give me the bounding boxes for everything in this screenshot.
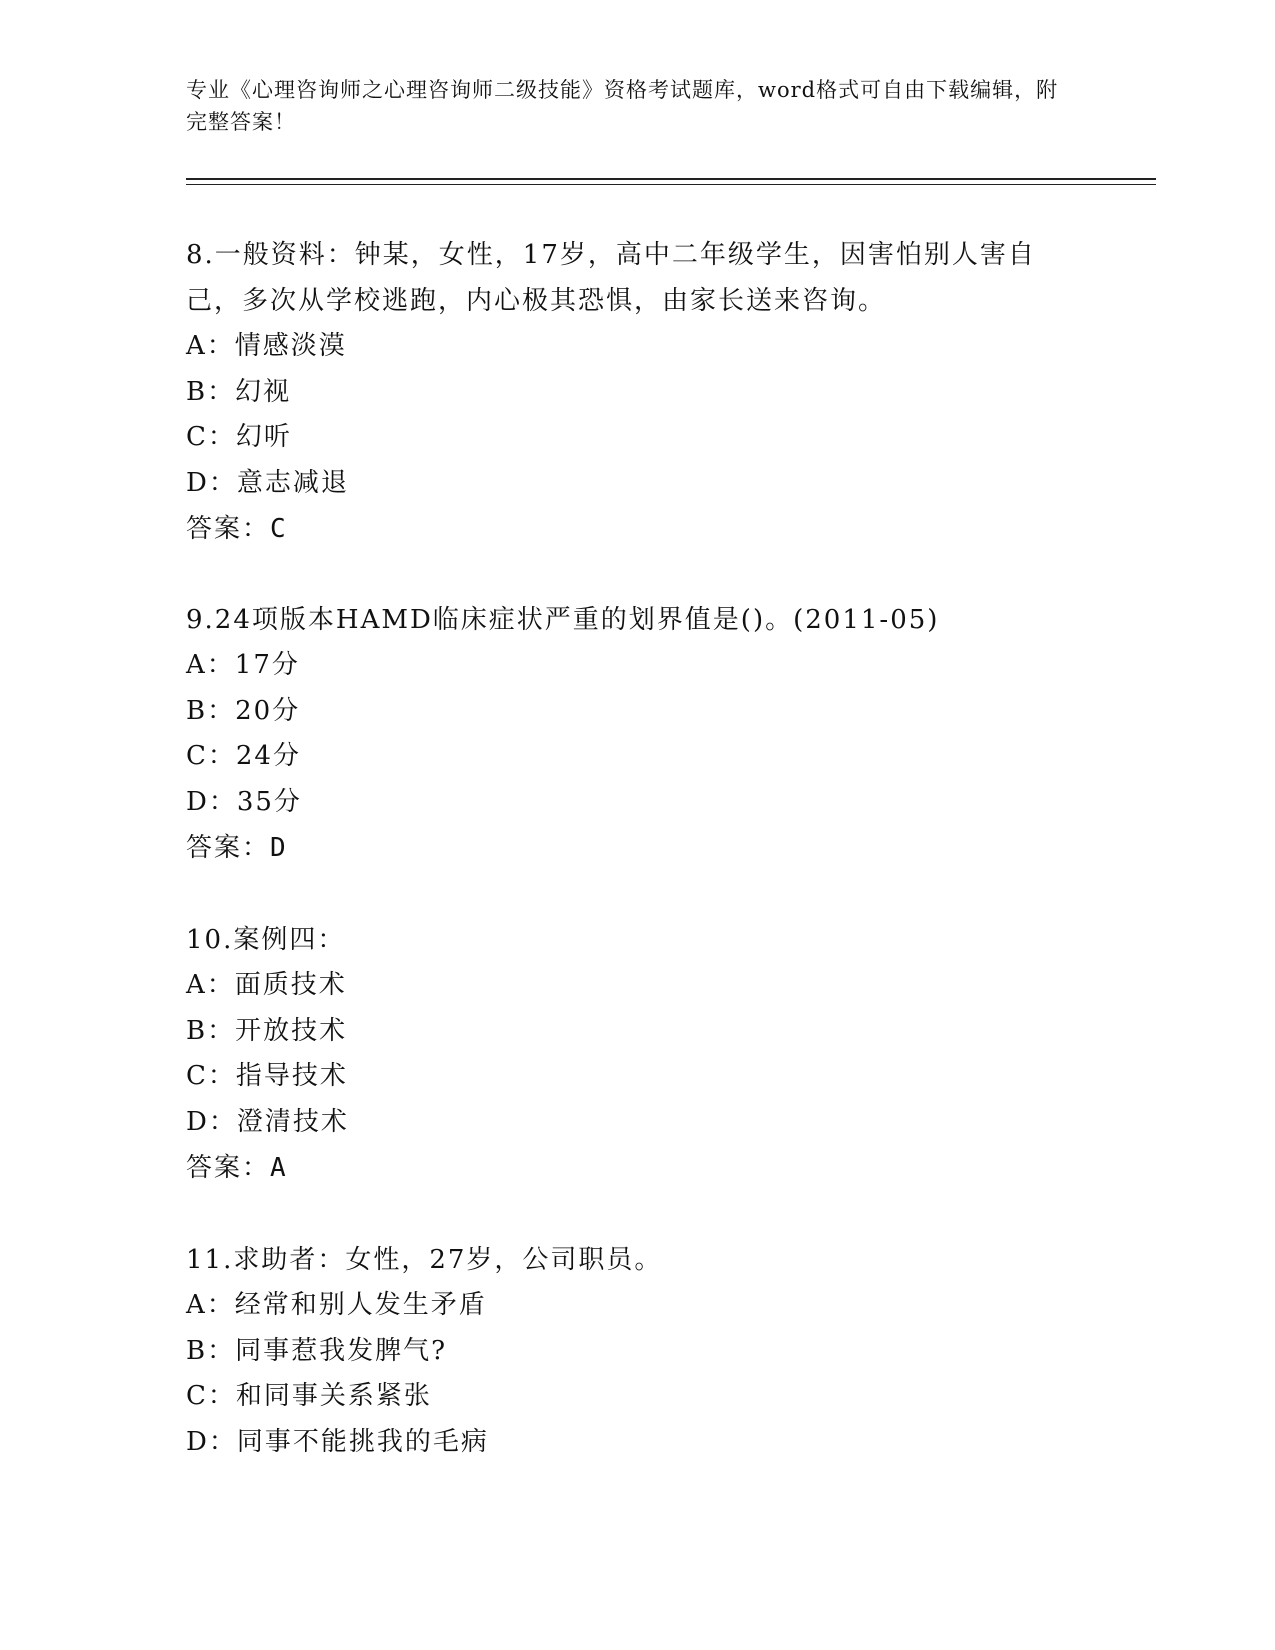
document-header: 专业《心理咨询师之心理咨询师二级技能》资格考试题库，word格式可自由下载编辑，附完整答案！ — [186, 78, 1059, 134]
option-a: A：17分 — [186, 650, 300, 680]
option-b: B：幻视 — [186, 376, 292, 407]
option-c: C：和同事关系紧张 — [186, 1381, 432, 1411]
option-a: A：情感淡漠 — [186, 331, 347, 361]
option-a: A：面质技术 — [186, 970, 347, 1000]
question-stem: 8.一般资料：钟某，女性，17岁，高中二年级学生，因害怕别人害自己，多次从学校逃跑，内心极其恐惧，由家长送来咨询。 — [186, 240, 1036, 316]
answer-value: A — [270, 1153, 288, 1183]
question-10 — [186, 917, 1086, 1191]
question-9 — [186, 597, 1086, 871]
answer-label: 答案： — [186, 1153, 271, 1183]
answer-label: 答案： — [186, 833, 271, 863]
answer-value: C — [270, 514, 288, 544]
option-c: C：指导技术 — [186, 1061, 348, 1091]
header-divider-thin — [186, 184, 1156, 185]
option-c: C：幻听 — [186, 422, 292, 452]
answer-line — [186, 825, 1086, 871]
option-d: D：35分 — [186, 786, 302, 817]
option-d: D：同事不能挑我的毛病 — [186, 1426, 489, 1457]
header-divider-thick — [186, 178, 1156, 180]
option-c: C：24分 — [186, 741, 301, 771]
answer-line — [186, 1145, 1086, 1191]
question-stem: 9.24项版本HAMD临床症状严重的划界值是()。(2011-05) — [186, 605, 940, 635]
answer-label: 答案： — [186, 514, 271, 544]
option-b: B：同事惹我发脾气? — [186, 1335, 448, 1366]
option-a: A：经常和别人发生矛盾 — [186, 1290, 487, 1320]
option-d: D：意志减退 — [186, 467, 349, 498]
answer-line — [186, 506, 1086, 552]
answer-value: D — [270, 833, 288, 863]
option-b: B：开放技术 — [186, 1015, 348, 1046]
question-stem: 10.案例四： — [186, 925, 346, 955]
question-8 — [186, 232, 1086, 552]
option-b: B：20分 — [186, 695, 301, 726]
option-d: D：澄清技术 — [186, 1106, 349, 1137]
question-stem: 11.求助者：女性，27岁，公司职员。 — [186, 1245, 663, 1275]
question-11 — [186, 1237, 1086, 1465]
